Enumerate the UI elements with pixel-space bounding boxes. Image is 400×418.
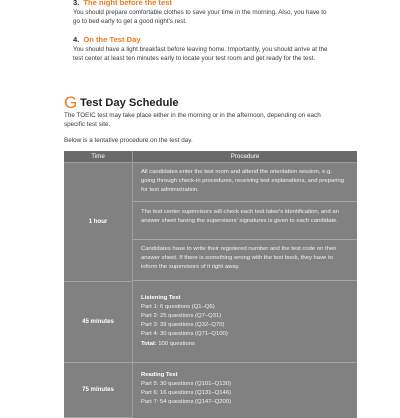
- table-row: [64, 281, 357, 362]
- listening-part-4: Part 4: 30 questions (Q71–Q100): [141, 331, 228, 338]
- section-intro-1: The TOEIC test may take place either in the morning or in the afternoon, depending on each specific test site.: [64, 112, 321, 128]
- header-procedure: Procedure: [133, 151, 358, 163]
- schedule-table: [64, 151, 357, 418]
- step3-heading: [73, 0, 172, 7]
- step3-body: You should prepare comfortable clothes to save your time in the morning. Also, you have to go to bed early to get a good night's rest.: [73, 9, 327, 25]
- row3-procedure: [133, 362, 358, 417]
- table-header-row: [64, 151, 357, 163]
- header-time: Time: [64, 151, 133, 163]
- table-row: [64, 163, 357, 282]
- reading-part-6: Part 6: 16 questions (Q131–Q146): [141, 389, 232, 396]
- listening-title: Listening Test: [141, 294, 181, 301]
- listening-total: [141, 340, 346, 349]
- step3-title: The night before the test: [83, 0, 172, 7]
- listening-part-3: Part 3: 39 questions (Q32–Q70): [141, 322, 225, 329]
- listening-part-1: Part 1: 6 questions (Q1–Q6): [141, 303, 215, 310]
- step3-number: 3.: [73, 0, 80, 7]
- reading-title: Reading Test: [141, 371, 178, 378]
- row1-item-2: The test center supervisors will check each test taker's identification, and an answer sheet having the supervisors' signatures is given to each candidate.: [133, 202, 357, 240]
- row1-item-3: Candidates have to write their registered number and the test code on their answer sheet. If there is something wrong with the test book, they have to inform the supervisors of it right away.: [133, 240, 357, 281]
- row2-time: 45 minutes: [64, 281, 133, 362]
- row1-procedure: [133, 163, 358, 282]
- step4-body: You should have a light breakfast before leaving home. Importantly, you should arrive at the test center at least ten minutes early to locate your test room and get ready for the test.: [73, 46, 328, 62]
- section-title: Test Day Schedule: [80, 96, 179, 109]
- step4-heading: [73, 35, 141, 44]
- table-row: [64, 362, 357, 417]
- listening-total-label: Total:: [141, 340, 157, 347]
- row1-time: 1 hour: [64, 163, 133, 282]
- reading-part-7: Part 7: 54 questions (Q147–Q200): [141, 399, 232, 406]
- row3-time: 75 minutes: [64, 362, 133, 417]
- listening-total-value: 100 questions: [158, 340, 195, 347]
- section-heading: [64, 94, 179, 111]
- listening-part-2: Part 2: 25 questions (Q7–Q31): [141, 313, 222, 320]
- row1-item-1: All candidates enter the test room and attend the orientation session, e.g. going through check-in procedures, receiving test explanations, and preparing for test administration.: [133, 163, 357, 202]
- section-letter-icon: G: [64, 93, 78, 112]
- step4-title: On the Test Day: [83, 35, 141, 44]
- section-intro-2: Below is a tentative procedure on the test day.: [64, 137, 193, 144]
- row2-procedure: [133, 281, 358, 362]
- reading-part-5: Part 5: 30 questions (Q101–Q130): [141, 380, 232, 387]
- step4-number: 4.: [73, 35, 80, 44]
